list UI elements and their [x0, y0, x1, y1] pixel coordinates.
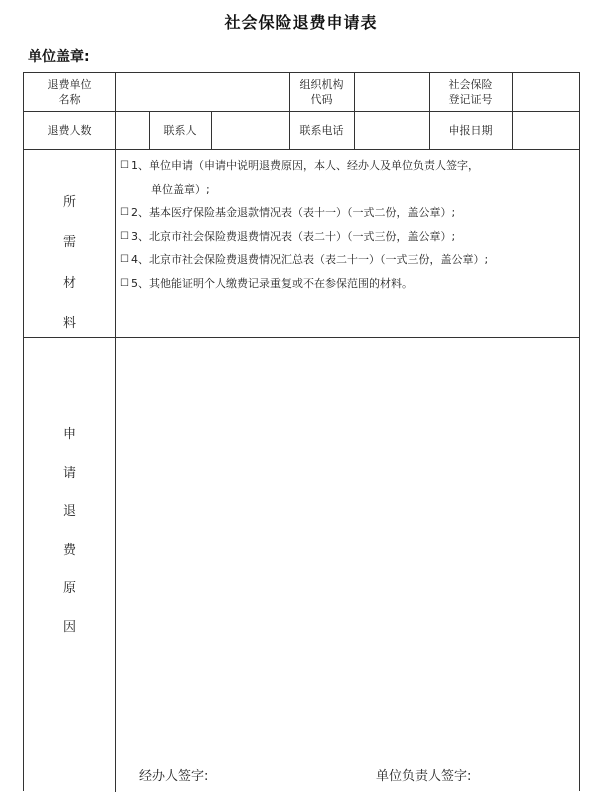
refund-reason-char-2: 请: [62, 465, 76, 481]
refund-reason-label: [24, 423, 115, 635]
refund-count-field[interactable]: [116, 112, 148, 148]
unit-name-label: [24, 73, 115, 111]
checkbox-icon[interactable]: ☐: [120, 277, 129, 289]
material-item-text: 2、基本医疗保险基金退款情况表（表十一）（一式二份，盖公章）;: [131, 206, 456, 219]
material-item-4[interactable]: [120, 248, 576, 272]
checkbox-icon[interactable]: ☐: [120, 254, 129, 265]
contact-person-label: 联系人: [163, 123, 197, 137]
material-item-text: 单位盖章）;: [151, 182, 210, 196]
refund-reason-char-6: 因: [62, 619, 76, 635]
required-materials-label: [24, 191, 115, 331]
checkbox-icon[interactable]: ☐: [120, 207, 129, 218]
reg-cert-field[interactable]: [513, 74, 579, 110]
checkbox-icon[interactable]: ☐: [120, 160, 129, 171]
unit-name-field[interactable]: [116, 74, 288, 110]
org-code-label-line2: 代码: [310, 93, 333, 106]
manager-signature-label: 单位负责人签字:: [376, 769, 472, 784]
material-item-text: 5、其他能证明个人缴费记录重复或不在参保范围的材料。: [131, 276, 413, 290]
refund-reason-char-1: 申: [62, 427, 76, 442]
reg-cert-label-line2: 登记证号: [448, 93, 493, 106]
org-code-label-line1: 组织机构: [299, 78, 344, 91]
row-divider-2: [24, 149, 579, 150]
unit-seal-label: 单位盖章:: [28, 49, 90, 65]
refund-reason-field[interactable]: [116, 338, 579, 748]
unit-name-label-line1: 退费单位: [47, 78, 92, 91]
org-code-label: [289, 73, 354, 111]
contact-phone-field[interactable]: [355, 112, 428, 148]
checkbox-icon[interactable]: ☐: [120, 230, 129, 242]
material-item-1[interactable]: [120, 154, 576, 178]
refund-reason-char-4: 费: [62, 542, 76, 558]
handler-signature-label: 经办人签字:: [139, 769, 209, 784]
material-item-text: 4、北京市社会保险费退费情况汇总表（表二十一）（一式三份，盖公章）;: [131, 253, 489, 266]
required-materials-char-1: 所: [62, 195, 76, 210]
refund-count-label: 退费人数: [47, 123, 92, 137]
page-title: 社会保险退费申请表: [224, 13, 378, 32]
required-materials-char-2: 需: [62, 235, 76, 251]
material-item-3[interactable]: [120, 225, 576, 249]
material-item-text: 3、北京市社会保险费退费情况表（表二十）（一式三份，盖公章）;: [131, 229, 456, 243]
report-date-field[interactable]: [513, 112, 579, 148]
contact-phone-label: 联系电话: [299, 123, 344, 137]
contact-person-field[interactable]: [212, 112, 288, 148]
report-date-label: 申报日期: [448, 123, 493, 137]
material-item-5[interactable]: [120, 272, 576, 296]
material-item-1-continuation: [120, 178, 576, 202]
required-materials-char-3: 材: [62, 275, 76, 291]
org-code-field[interactable]: [355, 74, 428, 110]
reg-cert-label-line1: 社会保险: [448, 78, 493, 91]
material-item-text: 1、单位申请（申请中说明退费原因，本人、经办人及单位负责人签字，: [131, 159, 479, 172]
refund-reason-char-3: 退: [62, 504, 76, 520]
reg-cert-label: [429, 73, 512, 111]
unit-name-label-line2: 名称: [58, 93, 81, 106]
refund-reason-char-5: 原: [62, 581, 76, 597]
required-materials-char-4: 料: [62, 315, 76, 331]
materials-list: [120, 154, 576, 295]
material-item-2[interactable]: [120, 201, 576, 225]
